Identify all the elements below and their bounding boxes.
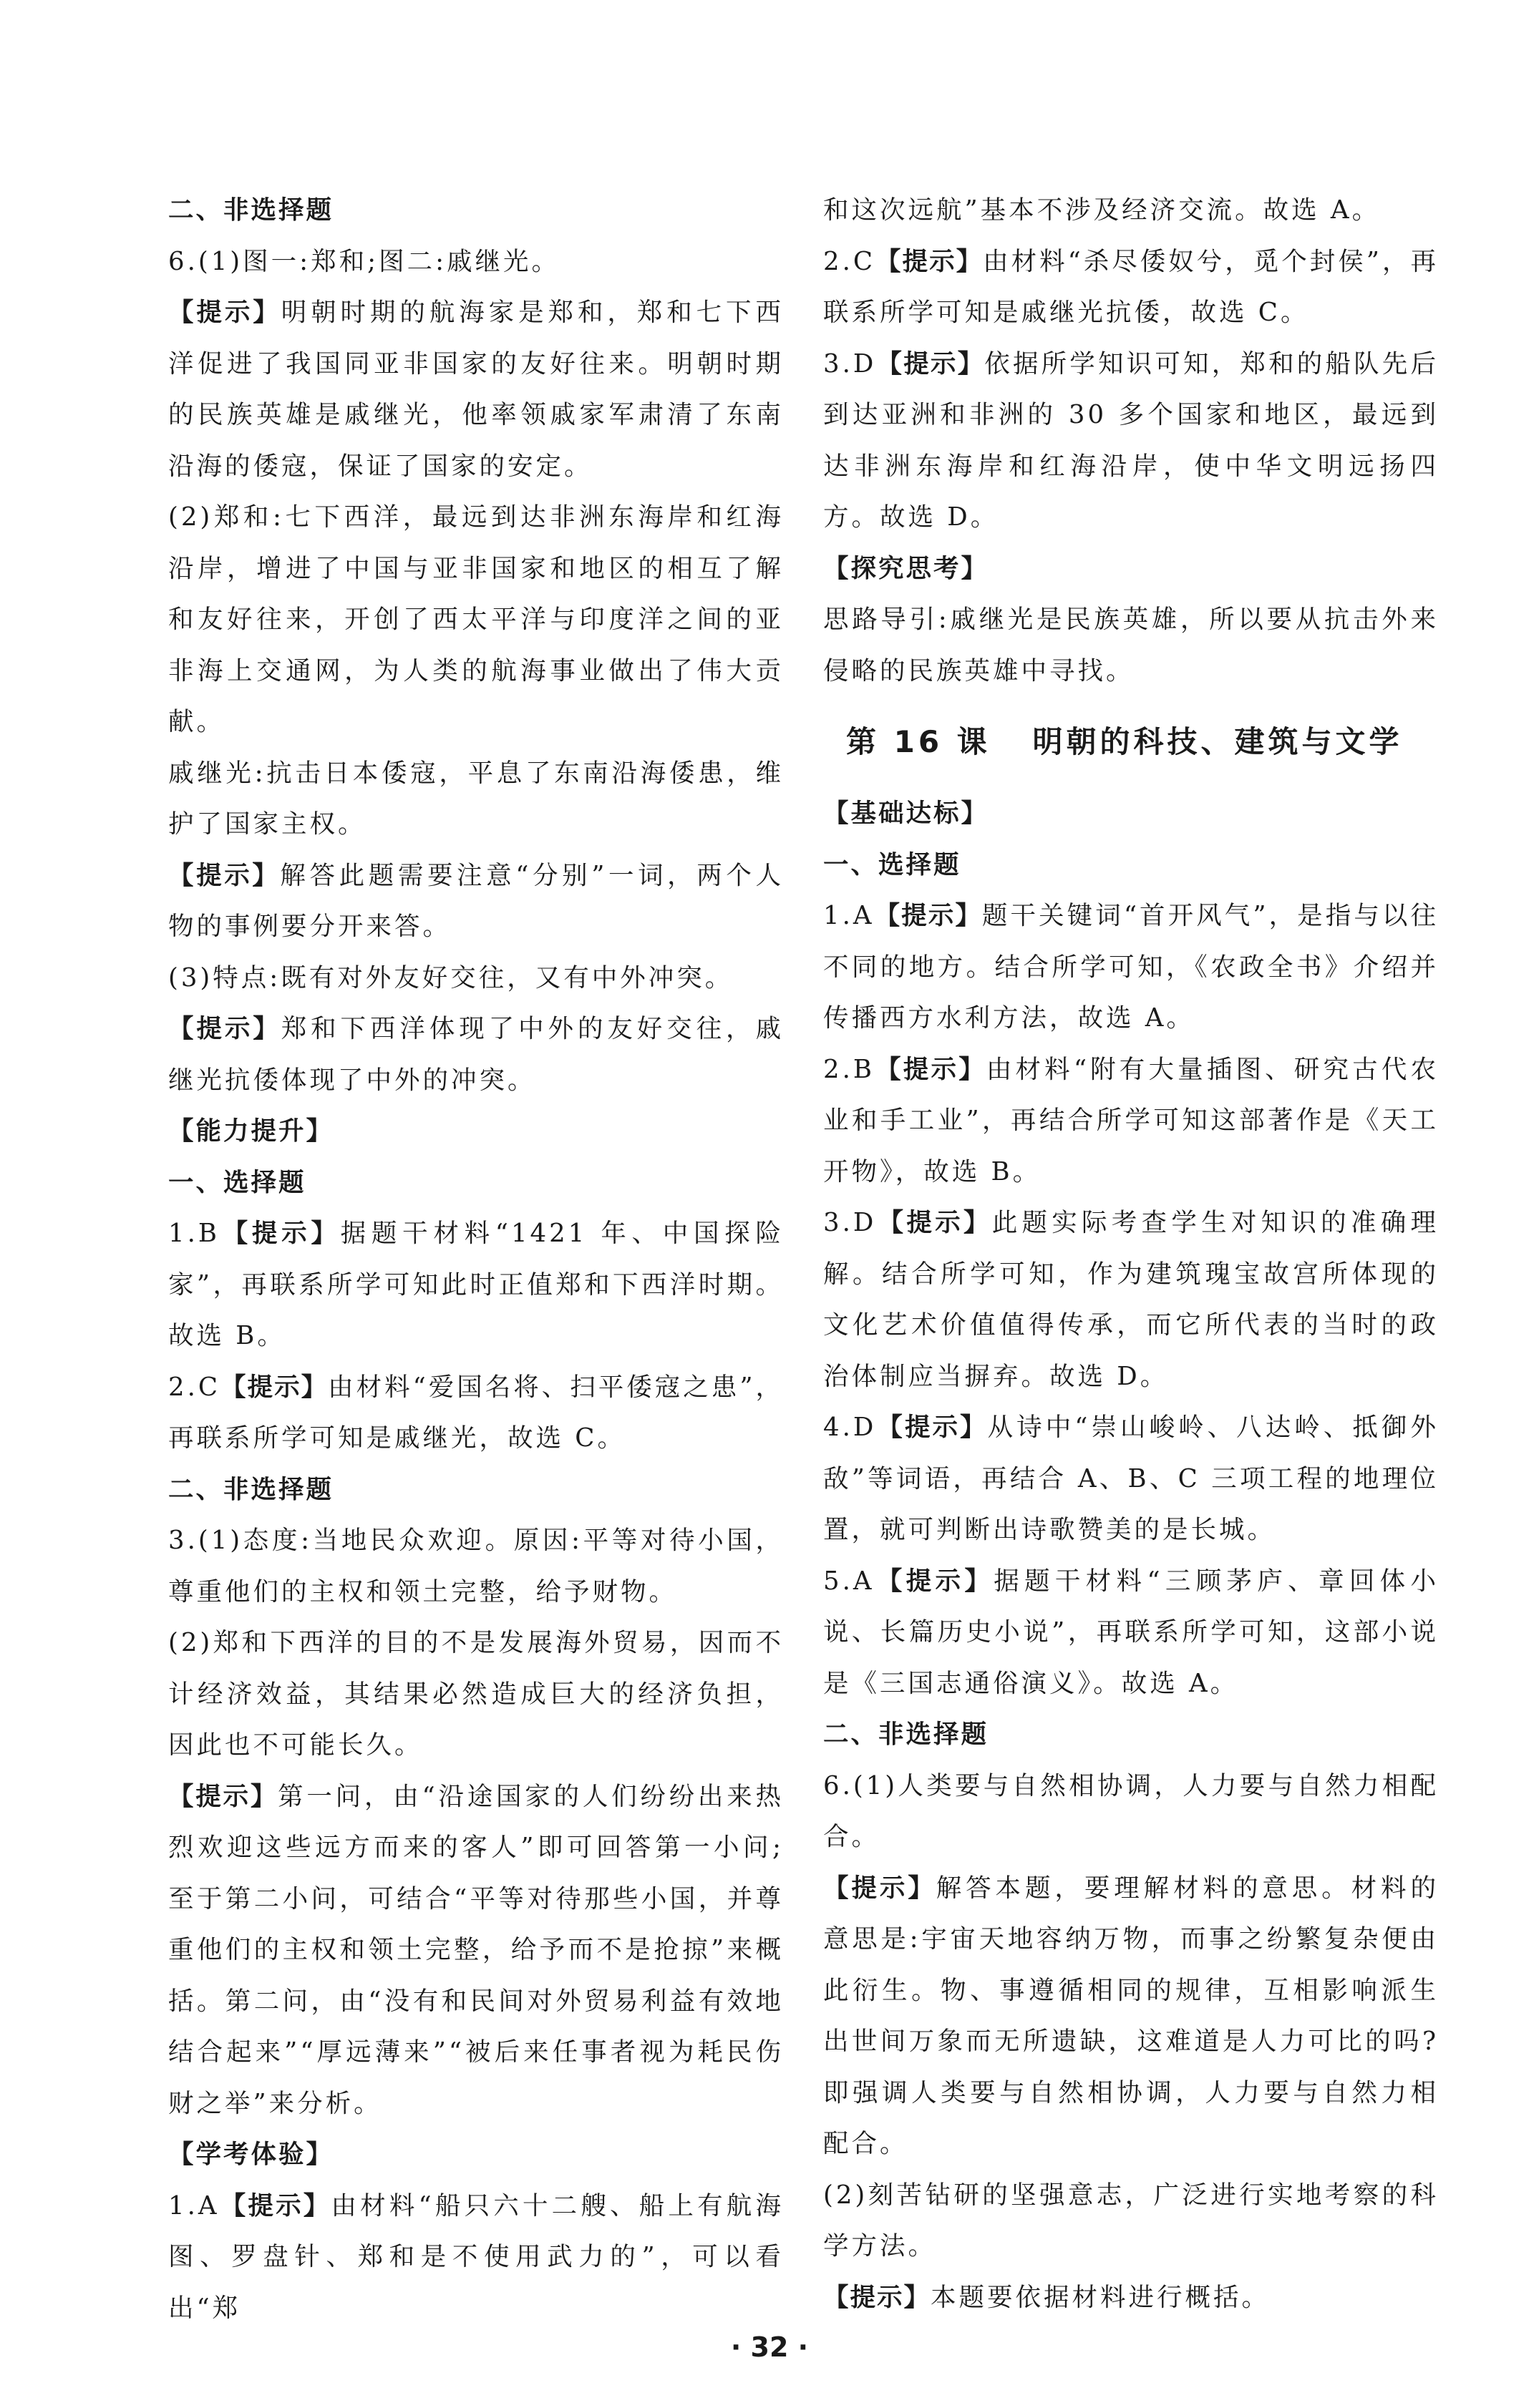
hint-tag: 【提示】 (876, 348, 985, 379)
section-heading: 二、非选择题 (823, 1720, 989, 1749)
hint-paragraph (168, 1003, 784, 1106)
hint-text: 明朝时期的航海家是郑和，郑和七下西洋促进了我国同亚非国家的友好往来。明朝时期的民族英雄是戚继光，他率领戚家军肃清了东南沿海的倭寇，保证了国家的安定。 (168, 298, 784, 481)
answer-paragraph: (3)特点:既有对外友好交往，又有中外冲突。 (168, 962, 734, 993)
hint-paragraph (823, 2272, 1439, 2324)
answer-paragraph (823, 1044, 1439, 1198)
section-heading: 【能力提升】 (168, 1116, 334, 1146)
answer-paragraph (823, 338, 1439, 543)
hint-paragraph (168, 1771, 784, 2130)
section-heading: 【探究思考】 (823, 553, 989, 583)
hint-text: 从诗中“崇山峻岭、八达岭、抵御外敌”等词语，再结合 A、B、C 三项工程的地理位置，就可判断出诗歌赞美的是长城。 (823, 1413, 1439, 1544)
answer-label: 2.C (168, 1372, 221, 1402)
left-column (168, 185, 784, 2334)
hint-text: 题干关键词“首开风气”，是指与以往不同的地方。结合所学可知，《农政全书》介绍并传播西方水利方法，故选 A。 (823, 901, 1439, 1033)
section-heading: 一、选择题 (823, 849, 961, 879)
hint-tag: 【提示】 (219, 2190, 331, 2221)
hint-tag: 【提示】 (874, 901, 982, 930)
answer-paragraph: 3.(1)态度:当地民众欢迎。原因:平等对待小国，尊重他们的主权和领土完整，给予财物。 (168, 1526, 784, 1607)
section-heading: 二、非选择题 (168, 1474, 334, 1504)
hint-text: 依据所学知识可知，郑和的船队先后到达亚洲和非洲的 30 多个国家和地区，最远到达非洲东海岸和红海沿岸，使中华文明远扬四方。故选 D。 (823, 348, 1439, 532)
hint-text: 解答本题，要理解材料的意思。材料的意思是:宇宙天地容纳万物，而事之纷繁复杂便由此衍生。物、事遵循相同的规律，互相影响派生出世间万象而无所遗缺，这难道是人力可比的吗? 即强调人类要与自然相协调，人力要与自然力相配合。 (823, 1873, 1439, 2158)
lesson-title: 第 16 课 明朝的科技、建筑与文学 (846, 724, 1403, 759)
hint-text: 此题实际考查学生对知识的准确理解。结合所学可知，作为建筑瑰宝故宫所体现的文化艺术价值值得传承，而它所代表的当时的政治体制应当摒弃。故选 D。 (823, 1208, 1439, 1391)
answer-label: 4.D (823, 1413, 877, 1442)
section-heading: 【基础达标】 (823, 799, 989, 828)
answer-label: 3.D (823, 348, 877, 379)
hint-tag: 【提示】 (168, 298, 281, 327)
answer-paragraph (823, 1197, 1439, 1402)
hint-text: 由材料“附有大量插图、研究古代农业和手工业”，再结合所学可知这部著作是《天工开物》，故选 B。 (823, 1054, 1439, 1186)
hint-tag: 【提示】 (876, 1208, 992, 1237)
answer-label: 1.A (168, 2190, 220, 2221)
answer-label: 3.D (823, 1208, 877, 1237)
answer-paragraph (823, 1402, 1439, 1556)
answer-paragraph: (2)郑和:七下西洋，最远到达非洲东海岸和红海沿岸，增进了中国与亚非国家和地区的相互了解和友好往来，开创了西太平洋与印度洋之间的亚非海上交通网，为人类的航海事业做出了伟大贡献。 (168, 502, 784, 736)
answer-paragraph: 6.(1)图一:郑和;图二:戚继光。 (168, 246, 560, 276)
hint-text: 本题要依据材料进行概括。 (931, 2282, 1271, 2312)
answer-label: 2.C (823, 246, 876, 276)
hint-tag: 【提示】 (168, 1014, 281, 1043)
right-column (823, 185, 1439, 2323)
hint-tag: 【提示】 (219, 1219, 341, 1248)
hint-text: 据题干材料“1421 年、中国探险家”，再联系所学可知此时正值郑和下西洋时期。故选 B。 (168, 1219, 784, 1350)
answer-label: 5.A (823, 1566, 875, 1596)
section-heading: 【学考体验】 (168, 2140, 334, 2169)
answer-label: 2.B (823, 1054, 875, 1084)
hint-text: 由材料“船只六十二艘、船上有航海图、罗盘针、郑和是不使用武力的”，可以看出“郑 (168, 2190, 784, 2323)
answer-paragraph (168, 2180, 784, 2334)
hint-tag: 【提示】 (874, 1054, 986, 1084)
answer-paragraph (823, 1556, 1439, 1710)
answer-paragraph: (2)郑和下西洋的目的不是发展海外贸易，因而不计经济效益，其结果必然造成巨大的经济负担，因此也不可能长久。 (168, 1628, 784, 1760)
answer-label: 1.B (168, 1219, 220, 1248)
answer-paragraph (168, 1208, 784, 1362)
answer-paragraph: 思路导引:戚继光是民族英雄，所以要从抗击外来侵略的民族英雄中寻找。 (823, 605, 1439, 686)
hint-paragraph (168, 287, 784, 492)
hint-tag: 【提示】 (874, 1566, 994, 1596)
answer-paragraph: 6.(1)人类要与自然相协调，人力要与自然力相配合。 (823, 1770, 1439, 1851)
hint-tag: 【提示】 (168, 860, 281, 890)
page-number: · 32 · (730, 2331, 809, 2363)
answer-paragraph: 和这次远航”基本不涉及经济交流。故选 A。 (823, 195, 1381, 225)
hint-text: 据题干材料“三顾茅庐、章回体小说、长篇历史小说”，再联系所学可知，这部小说是《三国志通俗演义》。故选 A。 (823, 1566, 1439, 1698)
hint-tag: 【提示】 (220, 1372, 329, 1402)
answer-paragraph: 戚继光:抗击日本倭寇，平息了东南沿海倭患，维护了国家主权。 (168, 758, 784, 839)
section-heading: 二、非选择题 (168, 195, 334, 225)
answer-paragraph (823, 236, 1439, 338)
hint-tag: 【提示】 (876, 1413, 988, 1442)
hint-text: 郑和下西洋体现了中外的友好交往，戚继光抗倭体现了中外的冲突。 (168, 1014, 784, 1095)
hint-text: 第一问，由“沿途国家的人们纷纷出来热烈欢迎这些远方而来的客人”即可回答第一小问;至于第二小问，可结合“平等对待那些小国，并尊重他们的主权和领土完整，给予而不是抢掠”来概括。第二问，由“没有和民间对外贸易利益有效地结合起来”“厚远薄来”“被后来任事者视为耗民伤财之举”来分析。 (168, 1781, 784, 2118)
section-heading: 一、选择题 (168, 1167, 306, 1197)
hint-tag: 【提示】 (823, 1873, 936, 1903)
answer-paragraph (168, 1362, 784, 1464)
answer-label: 1.A (823, 901, 875, 930)
hint-paragraph (168, 850, 784, 952)
answer-paragraph (823, 890, 1439, 1044)
hint-tag: 【提示】 (823, 2282, 931, 2312)
hint-text: 由材料“杀尽倭奴兮，觅个封侯”，再联系所学可知是戚继光抗倭，故选 C。 (823, 246, 1439, 327)
hint-tag: 【提示】 (875, 246, 984, 276)
hint-paragraph (823, 1863, 1439, 2170)
hint-tag: 【提示】 (168, 1781, 278, 1811)
answer-paragraph: (2)刻苦钻研的坚强意志，广泛进行实地考察的科学方法。 (823, 2180, 1439, 2261)
hint-text: 由材料“爱国名将、扫平倭寇之患”，再联系所学可知是戚继光，故选 C。 (168, 1372, 784, 1453)
hint-text: 解答此题需要注意“分别”一词，两个人物的事例要分开来答。 (168, 860, 784, 941)
